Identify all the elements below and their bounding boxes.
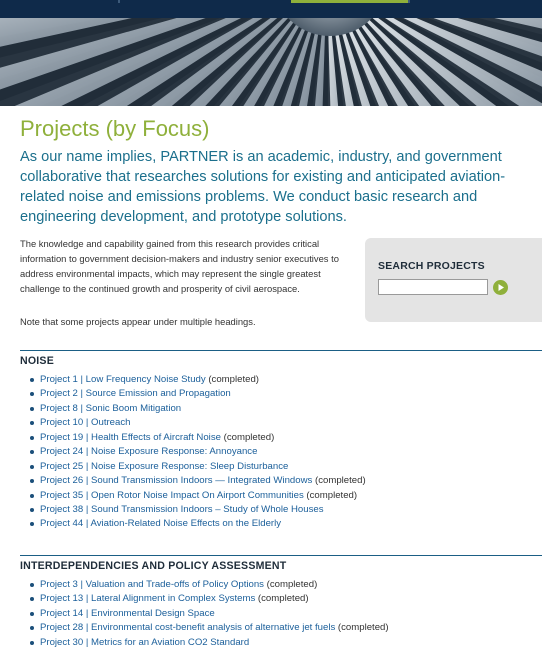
list-item (30, 636, 389, 650)
bullet-icon (30, 465, 34, 469)
list-item (30, 445, 366, 459)
list-item (30, 517, 366, 531)
project-link[interactable]: Project 26 | Sound Transmission Indoors — Integrated Windows (40, 475, 313, 487)
search-projects-panel (365, 238, 542, 322)
intro-statement: As our name implies, PARTNER is an academic, industry, and government collaborative that researches solutions for existing and anticipated aviation-related noise and emissions problems. We conduct basic research and engineering development, and prototype solutions. (20, 149, 506, 225)
bullet-icon (30, 508, 34, 512)
search-input[interactable] (378, 279, 488, 295)
project-status: (completed) (263, 579, 318, 590)
list-item (30, 607, 389, 621)
nav-divider (408, 0, 410, 3)
list-item (30, 503, 366, 517)
project-link[interactable]: Project 2 | Source Emission and Propagation (40, 388, 231, 400)
top-navigation-bar (0, 0, 542, 18)
page-title: Projects (by Focus) (20, 116, 210, 141)
bullet-icon (30, 407, 34, 411)
turbine-fan-graphic (0, 18, 542, 106)
project-status: (completed) (205, 374, 259, 385)
bullet-icon (30, 522, 34, 526)
nav-active-indicator (291, 0, 408, 3)
project-link[interactable]: Project 14 | Environmental Design Space (40, 607, 215, 619)
search-go-button[interactable] (493, 280, 508, 295)
project-status: (completed) (255, 593, 309, 605)
list-item (30, 373, 366, 387)
list-item (30, 460, 366, 474)
bullet-icon (30, 494, 34, 498)
project-link[interactable]: Project 1 | Low Frequency Noise Study (40, 374, 206, 385)
body-paragraph: The knowledge and capability gained from this research provides critical information to government decision-makers and industry senior executives to address environmental impacts, which may represent the single greatest challenge to the continued growth and prosperity of civil aerospace. (20, 238, 339, 294)
play-arrow-icon (493, 280, 508, 295)
project-status: (completed) (220, 431, 275, 443)
list-item (30, 578, 389, 592)
section-heading: NOISE (20, 355, 54, 367)
bullet-icon (30, 583, 34, 587)
bullet-icon (30, 436, 34, 440)
project-link[interactable]: Project 8 | Sonic Boom Mitigation (40, 402, 182, 414)
project-link[interactable]: Project 25 | Noise Exposure Response: Sleep Disturbance (40, 460, 289, 472)
list-item (30, 416, 366, 430)
project-list (30, 578, 389, 650)
list-item (30, 387, 366, 401)
search-panel-title: SEARCH PROJECTS (378, 260, 485, 272)
list-item (30, 431, 366, 445)
project-list (30, 373, 366, 532)
project-link[interactable]: Project 3 | Valuation and Trade-offs of Policy Options (40, 579, 264, 590)
bullet-icon (30, 626, 34, 630)
bullet-icon (30, 597, 34, 601)
nav-divider (118, 0, 120, 3)
multiple-headings-note: Note that some projects appear under multiple headings. (20, 316, 256, 327)
project-status: (completed) (312, 475, 366, 487)
bullet-icon (30, 612, 34, 616)
section-divider (20, 555, 542, 556)
project-status: (completed) (335, 622, 389, 634)
project-link[interactable]: Project 13 | Lateral Alignment in Complex Systems (40, 593, 256, 605)
project-link[interactable]: Project 38 | Sound Transmission Indoors – Study of Whole Houses (40, 503, 324, 515)
project-link[interactable]: Project 19 | Health Effects of Aircraft Noise (40, 431, 221, 443)
list-item (30, 621, 389, 635)
list-item (30, 402, 366, 416)
project-status: (completed) (303, 489, 358, 501)
project-link[interactable]: Project 30 | Metrics for an Aviation CO2 Standard (40, 636, 250, 648)
project-link[interactable]: Project 24 | Noise Exposure Response: Annoyance (40, 446, 258, 458)
project-link[interactable]: Project 28 | Environmental cost-benefit analysis of alternative jet fuels (40, 622, 336, 634)
list-item (30, 489, 366, 503)
bullet-icon (30, 641, 34, 645)
project-link[interactable]: Project 10 | Outreach (40, 417, 131, 429)
section-heading: INTERDEPENDENCIES AND POLICY ASSESSMENT (20, 560, 287, 572)
bullet-icon (30, 392, 34, 396)
list-item (30, 474, 366, 488)
bullet-icon (30, 421, 34, 425)
bullet-icon (30, 450, 34, 454)
bullet-icon (30, 378, 34, 382)
project-link[interactable]: Project 35 | Open Rotor Noise Impact On Airport Communities (40, 489, 304, 501)
project-link[interactable]: Project 44 | Aviation-Related Noise Effects on the Elderly (40, 518, 282, 530)
bullet-icon (30, 479, 34, 483)
hero-banner-turbine-image (0, 18, 542, 106)
section-divider (20, 350, 542, 351)
list-item (30, 592, 389, 606)
